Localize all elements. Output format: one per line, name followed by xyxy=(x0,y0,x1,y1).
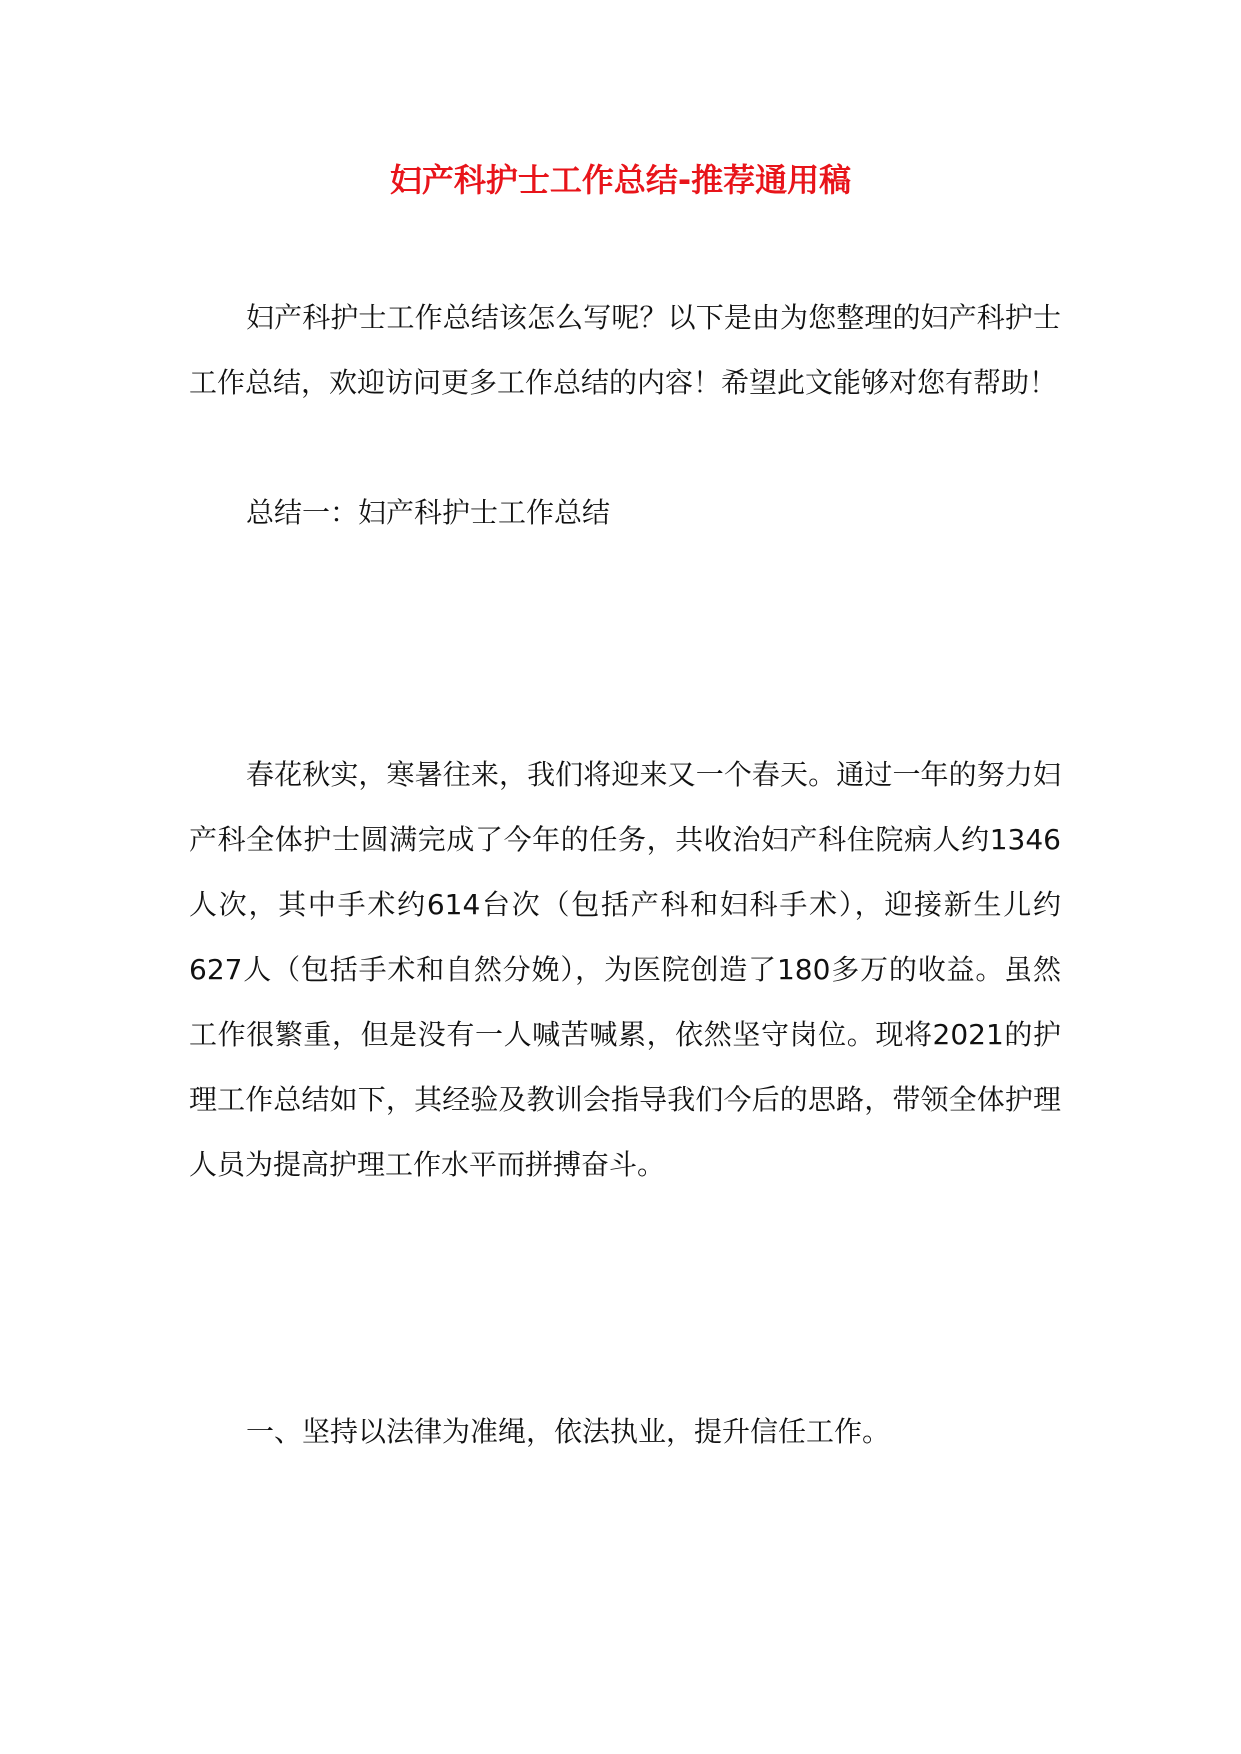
body-paragraph: 春花秋实，寒暑往来，我们将迎来又一个春天。通过一年的努力妇产科全体护士圆满完成了今年的任务，共收治妇产科住院病人约1346人次，其中手术约614台次（包括产科和妇科手术），迎接新生儿约627人（包括手术和自然分娩），为医院创造了180多万的收益。虽然工作很繁重，但是没有一人喊苦喊累，依然坚守岗位。现将2021的护理工作总结如下，其经验及教训会指导我们今后的思路，带领全体护理人员为提高护理工作水平而拼搏奋斗。 xyxy=(189,758,1061,1181)
section-heading-one: 一、坚持以法律为准绳，依法执业，提升信任工作。 xyxy=(246,1415,891,1448)
intro-paragraph: 妇产科护士工作总结该怎么写呢？以下是由为您整理的妇产科护士工作总结，欢迎访问更多工作总结的内容！希望此文能够对您有帮助！ xyxy=(189,301,1061,399)
section-heading-summary-one: 总结一：妇产科护士工作总结 xyxy=(246,496,611,529)
document-title: 妇产科护士工作总结-推荐通用稿 xyxy=(389,161,852,199)
